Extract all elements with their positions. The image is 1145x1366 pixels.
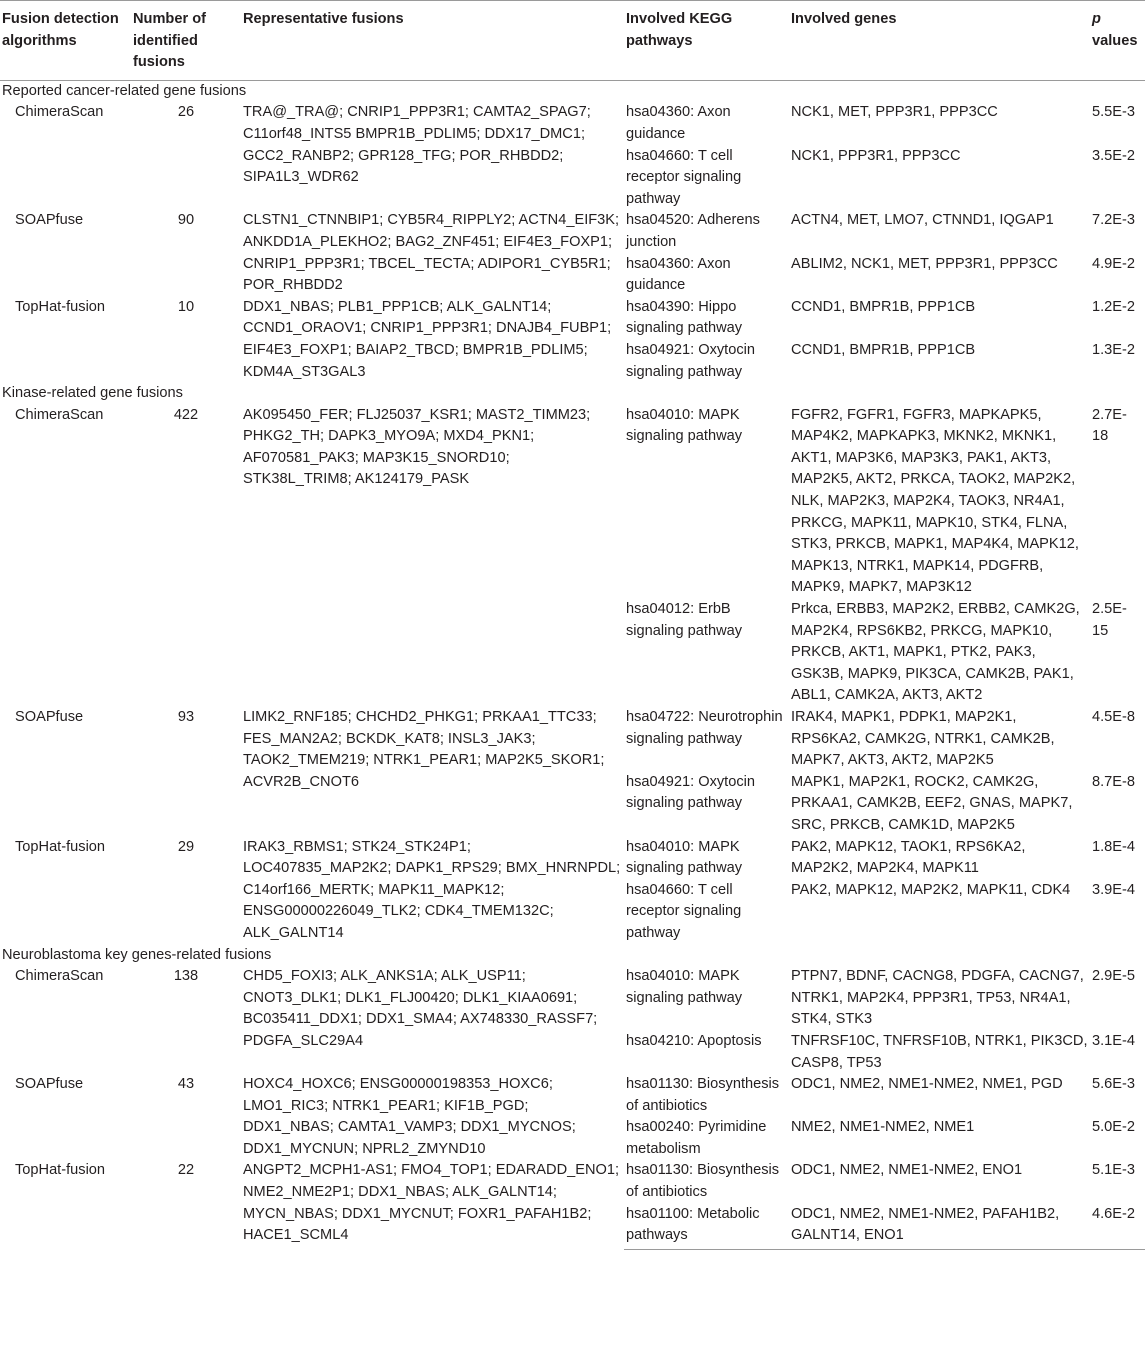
involved-genes-cell: TNFRSF10C, TNFRSF10B, NTRK1, PIK3CD, CASP8, TP53 bbox=[791, 1032, 1088, 1071]
fusion-count-cell: 90 bbox=[177, 212, 195, 229]
representative-fusions-cell: IRAK3_RBMS1; STK24_STK24P1; LOC407835_MAP2K2; DAPK1_RPS29; BMX_HNRNPDL; C14orf166_MERTK; MAPK11_MAPK12; ENSG00000226049_TLK2; CDK4_TMEM132C; ALK_GALNT14 bbox=[243, 838, 621, 941]
involved-genes-cell: CCND1, BMPR1B, PPP1CB bbox=[791, 298, 976, 315]
kegg-pathway-cell: hsa04010: MAPK signaling pathway bbox=[626, 406, 743, 445]
algorithm-cell: SOAPfuse bbox=[15, 709, 84, 725]
p-value-cell: 2.9E-5 bbox=[1092, 968, 1135, 985]
kegg-pathway-cell: hsa00240: Pyrimidine metabolism bbox=[626, 1119, 767, 1157]
algorithm-cell: TopHat-fusion bbox=[15, 298, 106, 315]
representative-fusions-cell: ANGPT2_MCPH1-AS1; FMO4_TOP1; EDARADD_ENO1; NME2_NME2P1; DDX1_NBAS; ALK_GALNT14; MYCN_NBAS; DDX1_MYCNUT; FOXR1_PAFAH1B2; HACE1_SCML4 bbox=[243, 1162, 620, 1244]
header-p-values bbox=[1090, 1, 1145, 81]
p-value-cell: 7.2E-3 bbox=[1092, 212, 1135, 229]
p-value-cell: 5.1E-3 bbox=[1092, 1162, 1135, 1179]
section-row bbox=[0, 383, 1145, 405]
kegg-pathway-cell: hsa01130: Biosynthesis of antibiotics bbox=[626, 1162, 780, 1201]
kegg-pathway-cell: hsa04390: Hippo signaling pathway bbox=[626, 298, 743, 337]
involved-genes-cell: ABLIM2, NCK1, MET, PPP3R1, PPP3CC bbox=[791, 255, 1058, 272]
table-body bbox=[0, 80, 1145, 1249]
table-row bbox=[0, 1160, 1145, 1203]
involved-genes-cell: PAK2, MAPK12, TAOK1, RPS6KA2, MAP2K2, MAP2K4, MAPK11 bbox=[791, 838, 1026, 877]
fusion-count-cell: 10 bbox=[177, 298, 195, 315]
fusion-count-cell: 43 bbox=[177, 1076, 195, 1093]
involved-genes-cell: PAK2, MAPK12, MAP2K2, MAPK11, CDK4 bbox=[791, 881, 1071, 898]
kegg-pathway-cell: hsa04520: Adherens junction bbox=[626, 212, 760, 250]
fusion-count-cell: 26 bbox=[177, 104, 195, 121]
involved-genes-cell: FGFR2, FGFR1, FGFR3, MAPKAPK5, MAP4K2, MAPKAPK3, MKNK2, MKNK1, AKT1, MAP3K6, MAP3K3, PAK1, AKT3, MAP2K5, AKT2, PRKCA, TAOK2, MAP2K2, NLK, MAP2K3, MAP2K4, TAOK3, NR4A1, PRKCG, MAPK11, MAPK10, STK4, FLNA, STK3, PRKCB, MAPK1, MAP4K4, MAPK12, MAPK13, NTRK1, MAPK14, PDGFRB, MAPK9, MAPK7, MAP3K12 bbox=[791, 406, 1079, 596]
table-row bbox=[0, 102, 1145, 145]
table-row bbox=[0, 837, 1145, 880]
p-value-cell: 5.5E-3 bbox=[1092, 104, 1135, 121]
representative-fusions-cell: CHD5_FOXI3; ALK_ANKS1A; ALK_USP11; CNOT3_DLK1; DLK1_FLJ00420; DLK1_KIAA0691; BC035411_DDX1; DDX1_SMA4; AX748330_RASSF7; PDGFA_SLC29A4 bbox=[243, 968, 598, 1049]
kegg-pathway-cell: hsa01130: Biosynthesis of antibiotics bbox=[626, 1076, 780, 1114]
kegg-pathway-cell: hsa04010: MAPK signaling pathway bbox=[626, 838, 743, 877]
kegg-pathway-cell: hsa04012: ErbB signaling pathway bbox=[626, 601, 743, 639]
fusion-count-cell: 422 bbox=[173, 406, 199, 423]
table-row bbox=[0, 966, 1145, 1031]
table-header bbox=[0, 1, 1145, 81]
p-value-cell: 4.6E-2 bbox=[1090, 1204, 1145, 1250]
table-row bbox=[0, 210, 1145, 253]
representative-fusions-cell: AK095450_FER; FLJ25037_KSR1; MAST2_TIMM23; PHKG2_TH; DAPK3_MYO9A; MXD4_PKN1; AF070581_PAK3; MAP3K15_SNORD10; STK38L_TRIM8; AK124179_PASK bbox=[243, 406, 591, 488]
kegg-pathway-cell: hsa04360: Axon guidance bbox=[626, 104, 731, 142]
p-value-cell: 8.7E-8 bbox=[1092, 773, 1135, 790]
p-value-cell: 4.9E-2 bbox=[1092, 255, 1135, 272]
algorithm-cell: SOAPfuse bbox=[15, 212, 84, 229]
section-title: Reported cancer-related gene fusions bbox=[2, 82, 247, 99]
algorithm-cell: ChimeraScan bbox=[15, 104, 104, 121]
fusion-count-cell: 138 bbox=[173, 968, 199, 985]
involved-genes-cell: NCK1, PPP3R1, PPP3CC bbox=[791, 147, 961, 164]
header-genes: Involved genes bbox=[789, 1, 1090, 81]
kegg-pathway-cell: hsa04722: Neurotrophin signaling pathway bbox=[626, 709, 783, 747]
table-row bbox=[0, 707, 1145, 772]
kegg-pathway-cell: hsa01100: Metabolic pathways bbox=[624, 1204, 789, 1250]
involved-genes-cell: ACTN4, MET, LMO7, CTNND1, IQGAP1 bbox=[791, 212, 1054, 229]
section-row bbox=[0, 945, 1145, 967]
involved-genes-cell: NCK1, MET, PPP3R1, PPP3CC bbox=[791, 104, 998, 121]
p-value-cell: 2.5E-15 bbox=[1092, 601, 1127, 639]
p-value-cell: 1.8E-4 bbox=[1092, 838, 1135, 855]
algorithm-cell: TopHat-fusion bbox=[15, 838, 106, 855]
section-title: Kinase-related gene fusions bbox=[2, 385, 183, 402]
kegg-pathway-cell: hsa04660: T cell receptor signaling pathway bbox=[626, 881, 742, 941]
kegg-pathway-cell: hsa04660: T cell receptor signaling pathway bbox=[626, 147, 742, 207]
p-value-cell: 4.5E-8 bbox=[1092, 709, 1135, 725]
involved-genes-cell: PTPN7, BDNF, CACNG8, PDGFA, CACNG7, NTRK1, MAP2K4, PPP3R1, TP53, NR4A1, STK4, STK3 bbox=[791, 968, 1084, 1028]
involved-genes-cell: CCND1, BMPR1B, PPP1CB bbox=[791, 341, 976, 358]
involved-genes-cell: ODC1, NME2, NME1-NME2, PAFAH1B2, GALNT14, ENO1 bbox=[789, 1204, 1090, 1250]
p-value-cell: 3.9E-4 bbox=[1092, 881, 1135, 898]
table-row bbox=[0, 1074, 1145, 1117]
involved-genes-cell: IRAK4, MAPK1, PDPK1, MAP2K1, RPS6KA2, CAMK2G, NTRK1, CAMK2B, MAPK7, AKT3, AKT2, MAP2K5 bbox=[791, 709, 1055, 769]
involved-genes-cell: MAPK1, MAP2K1, ROCK2, CAMK2G, PRKAA1, CAMK2B, EEF2, GNAS, MAPK7, SRC, PRKCB, CAMK1D, MAP2K5 bbox=[791, 773, 1073, 833]
involved-genes-cell: NME2, NME1-NME2, NME1 bbox=[791, 1119, 975, 1136]
algorithm-cell: SOAPfuse bbox=[15, 1076, 84, 1093]
p-value-cell: 1.3E-2 bbox=[1092, 341, 1135, 358]
header-count: Number of identified fusions bbox=[131, 1, 241, 81]
header-algorithms: Fusion detection algorithms bbox=[0, 1, 131, 81]
kegg-pathway-cell: hsa04921: Oxytocin signaling pathway bbox=[626, 341, 755, 380]
involved-genes-cell: ODC1, NME2, NME1-NME2, NME1, PGD bbox=[791, 1076, 1063, 1093]
algorithm-cell: ChimeraScan bbox=[15, 406, 104, 423]
section-row bbox=[0, 80, 1145, 102]
p-value-cell: 3.1E-4 bbox=[1092, 1032, 1135, 1049]
involved-genes-cell: Prkca, ERBB3, MAP2K2, ERBB2, CAMK2G, MAP2K4, RPS6KB2, PRKCG, MAPK10, PRKCB, AKT1, MAPK1, PTK2, PAK3, GSK3B, MAPK9, PIK3CA, CAMK2B, PAK1, ABL1, CAMK2A, AKT3, AKT2 bbox=[791, 601, 1080, 704]
p-value-cell: 1.2E-2 bbox=[1092, 298, 1135, 315]
p-value-cell: 2.7E-18 bbox=[1092, 406, 1127, 445]
table-row bbox=[0, 405, 1145, 599]
fusion-count-cell: 29 bbox=[177, 838, 195, 855]
p-value-cell: 3.5E-2 bbox=[1092, 147, 1135, 164]
header-fusions: Representative fusions bbox=[241, 1, 624, 81]
algorithm-cell: TopHat-fusion bbox=[15, 1162, 106, 1179]
representative-fusions-cell: LIMK2_RNF185; CHCHD2_PHKG1; PRKAA1_TTC33; FES_MAN2A2; BCKDK_KAT8; INSL3_JAK3; TAOK2_TMEM219; NTRK1_PEAR1; MAP2K5_SKOR1; ACVR2B_CNOT6 bbox=[243, 709, 605, 790]
representative-fusions-cell: TRA@_TRA@; CNRIP1_PPP3R1; CAMTA2_SPAG7; C11orf48_INTS5 BMPR1B_PDLIM5; DDX17_DMC1; GCC2_RANBP2; GPR128_TFG; POR_RHBDD2; SIPA1L3_WDR62 bbox=[243, 104, 591, 186]
header-pathways: Involved KEGG pathways bbox=[624, 1, 789, 81]
kegg-pathway-cell: hsa04921: Oxytocin signaling pathway bbox=[626, 773, 755, 812]
kegg-pathway-cell: hsa04360: Axon guidance bbox=[626, 255, 731, 294]
representative-fusions-cell: HOXC4_HOXC6; ENSG00000198353_HOXC6; LMO1_RIC3; NTRK1_PEAR1; KIF1B_PGD; DDX1_NBAS; CAMTA1_VAMP3; DDX1_MYCNOS; DDX1_MYCNUN; NPRL2_ZMYND10 bbox=[243, 1076, 576, 1157]
p-value-cell: 5.0E-2 bbox=[1092, 1119, 1135, 1136]
involved-genes-cell: ODC1, NME2, NME1-NME2, ENO1 bbox=[791, 1162, 1023, 1179]
representative-fusions-cell: DDX1_NBAS; PLB1_PPP1CB; ALK_GALNT14; CCND1_ORAOV1; CNRIP1_PPP3R1; DNAJB4_FUBP1; EIF4E3_FOXP1; BAIAP2_TBCD; BMPR1B_PDLIM5; KDM4A_ST3GAL3 bbox=[243, 298, 612, 380]
header-p-symbol: p bbox=[1092, 11, 1101, 27]
header-p-rest: values bbox=[1092, 32, 1138, 49]
kegg-pathway-cell: hsa04210: Apoptosis bbox=[626, 1032, 762, 1049]
fusion-count-cell: 22 bbox=[177, 1162, 195, 1179]
table-row bbox=[0, 297, 1145, 340]
fusion-count-cell: 93 bbox=[177, 709, 195, 725]
algorithm-cell: ChimeraScan bbox=[15, 968, 104, 985]
kegg-pathway-cell: hsa04010: MAPK signaling pathway bbox=[626, 968, 743, 1006]
section-title: Neuroblastoma key genes-related fusions bbox=[2, 946, 272, 963]
representative-fusions-cell: CLSTN1_CTNNBIP1; CYB5R4_RIPPLY2; ACTN4_EIF3K; ANKDD1A_PLEKHO2; BAG2_ZNF451; EIF4E3_FOXP1; CNRIP1_PPP3R1; TBCEL_TECTA; ADIPOR1_CYB5R1; POR_RHBDD2 bbox=[243, 212, 620, 294]
p-value-cell: 5.6E-3 bbox=[1092, 1076, 1135, 1093]
